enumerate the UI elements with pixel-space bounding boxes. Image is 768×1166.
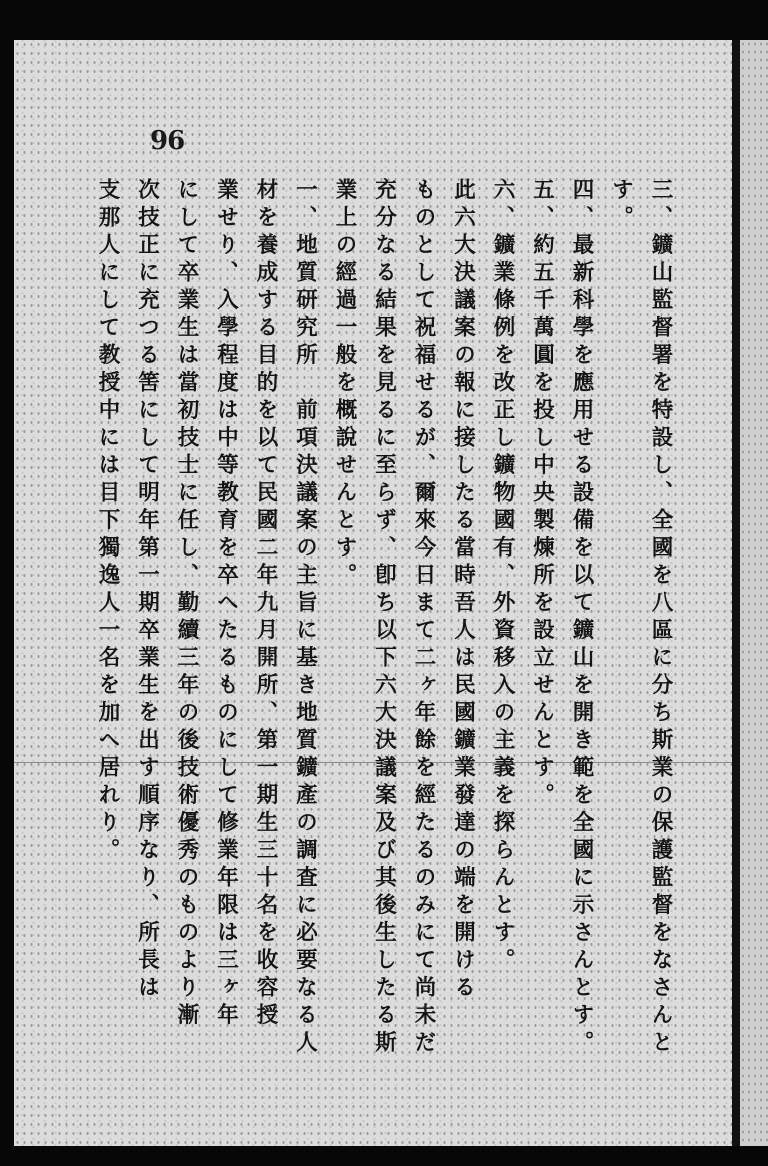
text-column: 此六大決議案の報に接したる當時吾人は民國鑛業發達の端を開ける xyxy=(450,178,476,1003)
text-column: 五、約五千萬圓を投し中央製煉所を設立せんとす。 xyxy=(529,178,555,811)
vertical-text-body xyxy=(40,178,680,1058)
text-column: す。 xyxy=(608,178,634,233)
text-column: 四、最新科學を應用せる設備を以て鑛山を開き範を全國に示さんとす。 xyxy=(569,178,594,1058)
text-column: 次技正に充つる筈にして明年第一期卒業生を出す順序なり、所長は xyxy=(134,178,160,1003)
text-column: 材を養成する目的を以て民國二年九月開所、第一期生三十名を收容授 xyxy=(253,178,278,1031)
adjacent-page-edge xyxy=(740,40,768,1146)
page-gutter xyxy=(732,40,740,1146)
text-column: ものとして祝福せるが、爾來今日まて二ヶ年餘を經たるのみにて尚未だ xyxy=(411,178,436,1058)
page-number: 96 xyxy=(150,126,185,156)
text-column: 支那人にして教授中には目下獨逸人一名を加へ居れり。 xyxy=(95,178,120,866)
text-column: 一、地質研究所 前項決議案の主旨に基き地質鑛產の調査に必要なる人 xyxy=(292,178,318,1058)
text-column: 六、鑛業條例を改正し鑛物國有、外資移入の主義を探らんとす。 xyxy=(490,178,515,976)
text-column: 業せり、入學程度は中等教育を卒へたるものにして修業年限は三ヶ年 xyxy=(213,178,239,1031)
text-column: 充分なる結果を見るに至らず、卽ち以下六大決議案及び其後生したる斯 xyxy=(371,178,397,1058)
text-column: 三、鑛山監督署を特設し、全國を八區に分ち斯業の保護監督をなさんと xyxy=(648,178,673,1058)
text-column: 業上の經過一般を概說せんとす。 xyxy=(332,178,357,591)
text-column: にして卒業生は當初技士に任し、勤續三年の後技術優秀のものより漸 xyxy=(174,178,199,1031)
